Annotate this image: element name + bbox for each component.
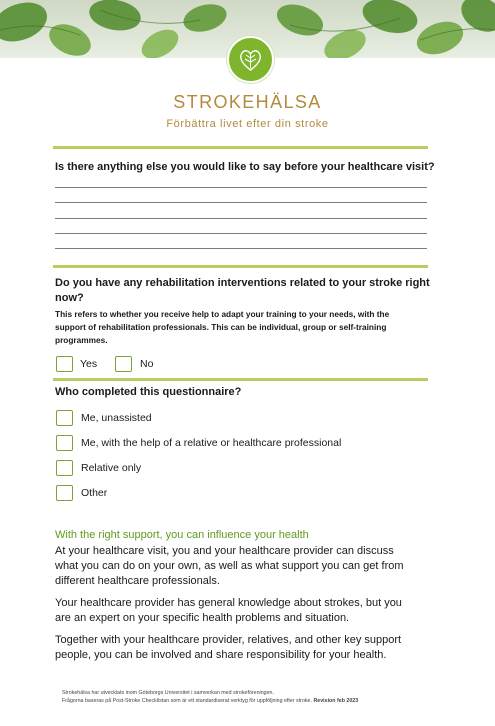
checkbox-yes[interactable] (56, 356, 73, 372)
checkbox-me-with-help[interactable] (56, 435, 73, 451)
rehab-note-line1: This refers to whether you receive help to adapt your training to your needs, with the (55, 309, 390, 319)
info-paragraph-2 (55, 596, 440, 626)
footer-revision: Revision feb 2023 (313, 698, 359, 704)
info-p1-line: what you can do on your own, as well as what support you can get from (55, 560, 404, 572)
checkbox-label-relative-only: Relative only (81, 462, 142, 474)
checkbox-label-me-with-help: Me, with the help of a relative or healthcare professional (81, 437, 342, 449)
writing-line[interactable] (55, 187, 427, 188)
info-p3-line: Together with your healthcare provider, relatives, and other key support (55, 634, 402, 646)
rehab-note-line3: programmes. (55, 335, 108, 345)
checkbox-label-other: Other (81, 487, 108, 499)
logo (227, 36, 274, 83)
footer-line2 (62, 698, 358, 705)
info-p1-line: different healthcare professionals. (55, 575, 220, 587)
writing-line[interactable] (55, 202, 427, 203)
section-divider (53, 146, 428, 149)
rehab-note-line2: support of rehabilitation professionals. This can be individual, group or self-training (55, 322, 387, 332)
checkbox-me-unassisted[interactable] (56, 410, 73, 426)
info-p3-line: people, you can be involved and share responsibility for your health. (55, 649, 387, 661)
info-p1-line: At your healthcare visit, you and your healthcare provider can discuss (55, 545, 394, 557)
footer-line2-text: Frågorna baseras på Post-Stroke Checklistan som är ett standardiserat verktyg för uppföljning efter stroke. (62, 698, 312, 704)
info-paragraph-1 (55, 544, 440, 589)
question-anything-else: Is there anything else you would like to say before your healthcare visit? (55, 161, 435, 173)
brand-title: STROKEHÄLSA (173, 92, 322, 112)
writing-line[interactable] (55, 218, 427, 219)
question-rehab-line2: now? (55, 292, 84, 304)
writing-line[interactable] (55, 233, 427, 234)
checkbox-label-yes: Yes (80, 358, 98, 370)
question-rehab-line1: Do you have any rehabilitation interventions related to your stroke right (55, 277, 430, 289)
checkbox-label-me-unassisted: Me, unassisted (81, 412, 152, 424)
checkbox-relative-only[interactable] (56, 460, 73, 476)
checkbox-no[interactable] (115, 356, 132, 372)
checkbox-other[interactable] (56, 485, 73, 501)
info-p2-line: are an expert on your specific health problems and situation. (55, 612, 350, 624)
heart-leaf-icon (229, 38, 272, 81)
info-heading: With the right support, you can influence your health (55, 529, 309, 541)
info-p2-line: Your healthcare provider has general knowledge about strokes, but you (55, 597, 402, 609)
brand-subtitle: Förbättra livet efter din stroke (166, 118, 329, 130)
writing-line[interactable] (55, 248, 427, 249)
footer-line1: Strokehälsa har utvecklats inom Göteborgs Universitet i samverkan med strokeföreningen. (62, 690, 274, 696)
question-who-completed: Who completed this questionnaire? (55, 386, 242, 398)
checkbox-label-no: No (140, 358, 154, 370)
info-paragraph-3 (55, 633, 440, 663)
section-divider (53, 265, 428, 268)
section-divider (53, 378, 428, 381)
